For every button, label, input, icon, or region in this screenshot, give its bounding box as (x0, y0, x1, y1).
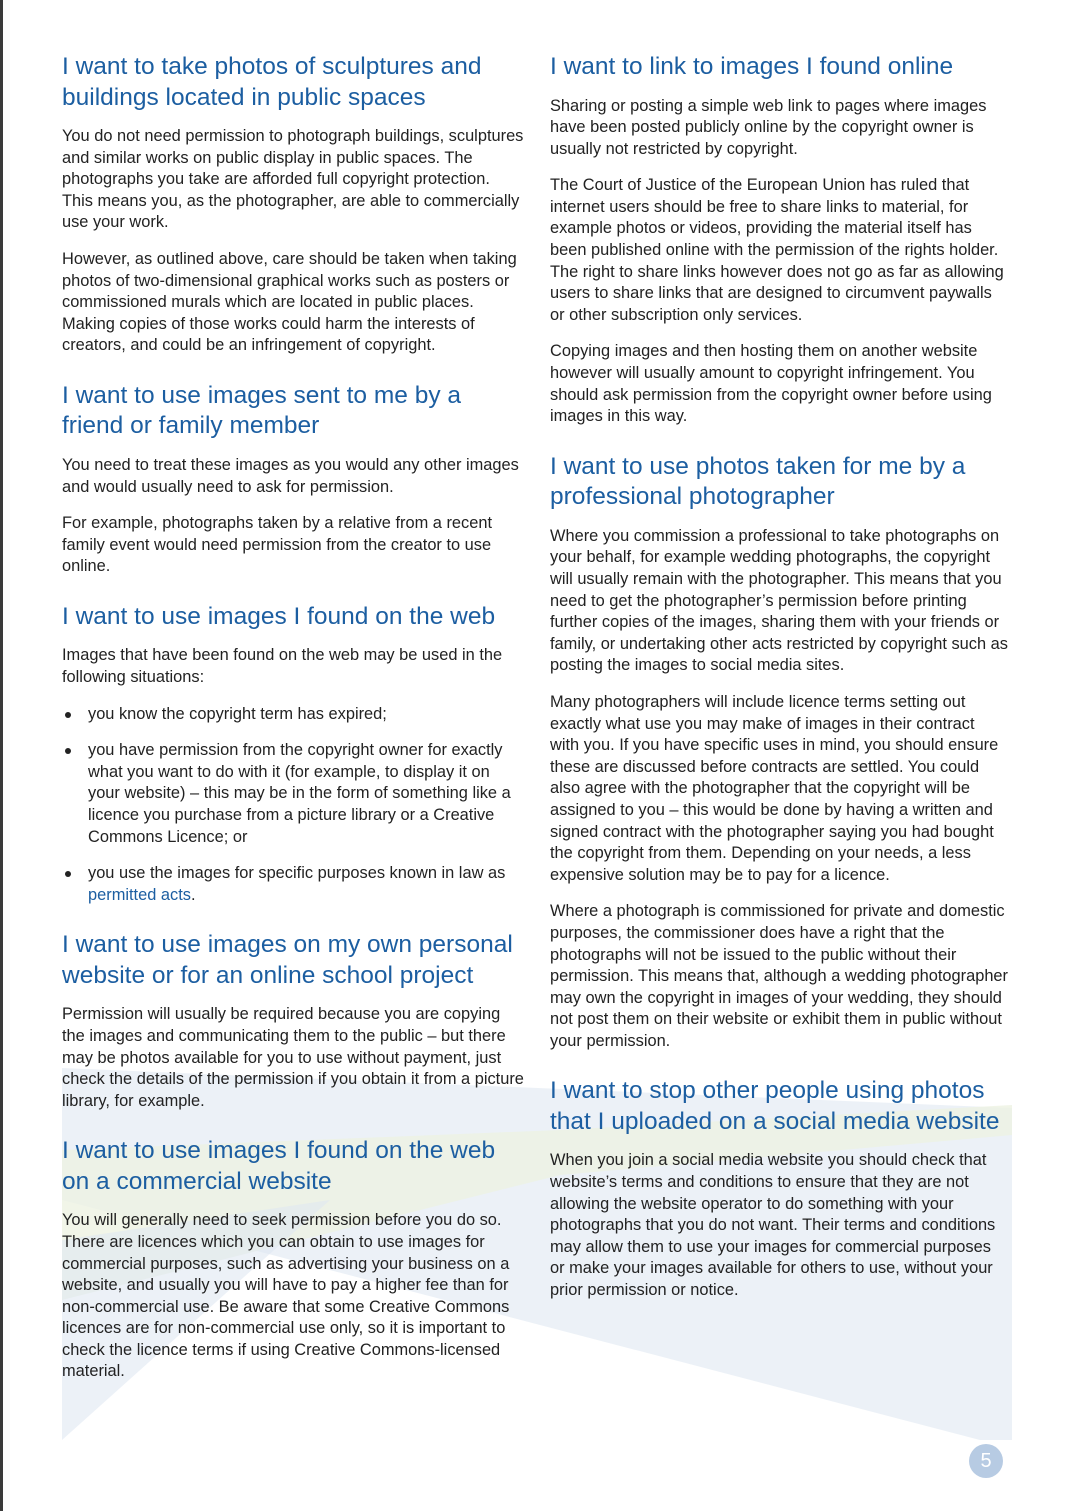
section-heading: I want to use images I found on the web (62, 602, 496, 630)
paragraph: Permission will usually be required because you are copying the images and communicating them to the public – but there may be photos available for you to use without payment, just check the details of the permission if you obtain it from a picture library, for example. (62, 1005, 524, 1110)
permitted-acts-link[interactable]: permitted acts (88, 885, 191, 904)
section-personal-website (62, 930, 524, 1112)
section-public-spaces (62, 52, 524, 357)
paragraph: When you join a social media website you should check that website’s terms and conditions to ensure that they are not allowing the website operator to do something with your photographs that you do not want. Their terms and conditions may allow them to use your images for commercial purposes or make your images available for others to use, without your prior permission or notice. (550, 1151, 996, 1300)
paragraph: Many photographers will include licence terms setting out exactly what use you may make of images in their contract with you. If you have specific uses in mind, you should ensure these are discussed before contracts are settled. You could also agree with the photographer that the copyright will be assigned to you – this would be done by having a written and signed contract with the photographer saying you had bought the copyright from them. Depending on your needs, a less expensive solution may be to pay for a licence. (550, 692, 999, 884)
section-professional-photographer (550, 452, 1008, 1053)
section-heading: I want to take photos of sculptures and buildings located in public spaces (62, 53, 482, 111)
right-column (550, 52, 1008, 1326)
section-social-media (550, 1076, 1008, 1301)
section-heading: I want to stop other people using photos that I uploaded on a social media website (550, 1077, 1000, 1135)
list-item-end: . (190, 885, 196, 904)
paragraph: Sharing or posting a simple web link to pages where images have been posted publicly online by the copyright owner is usually not restricted by copyright. (550, 96, 987, 158)
paragraph: For example, photographs taken by a relative from a recent family event would need permission from the creator to use online. (62, 514, 493, 576)
paragraph: You do not need permission to photograph buildings, sculptures and similar works on public display in public spaces. The photographs you take are afforded full copyright protection. This means you, as the photographer, are able to commercially use your work. (62, 127, 524, 232)
section-heading: I want to use images sent to me by a friend or family member (62, 381, 462, 440)
section-heading: I want to use images on my own personal website or for an online school project (62, 931, 513, 989)
section-heading: I want to link to images I found online (550, 53, 954, 80)
page-number-badge: 5 (969, 1444, 1003, 1478)
paragraph: Where you commission a professional to take photographs on your behalf, for example wedding photographs, the copyright will usually remain with the photographer. This means that you need to get the photographer’s permission before printing further copies of the images, sharing them with your friends or family, or undertaking other acts restricted by copyright such as posting the images to social media sites. (550, 526, 1008, 675)
paragraph: Where a photograph is commissioned for private and domestic purposes, the commissioner does have a right that the photographs will not be issued to the public without their permission. This means that, although a wedding photographer may own the copyright in images of your wedding, they should not post them on their website or exhibit them in public without your permission. (550, 902, 1009, 1050)
paragraph: Copying images and then hosting them on another website however will usually amount to copyright infringement. You should ask permission from the copyright owner before using images in this way. (550, 342, 992, 426)
section-found-on-web (62, 602, 524, 906)
section-link-images (550, 52, 1008, 428)
paragraph: The Court of Justice of the European Union has ruled that internet users should be free to share links to material, for example photos or videos, providing the material itself has been published online with the permission of the rights holder. The right to share links however does not go as far as allowing users to share links that are designed to circumvent paywalls or other subscription only services. (550, 176, 1004, 324)
section-heading: I want to use images I found on the web on a commercial website (62, 1137, 496, 1195)
list-item: you have permission from the copyright owner for exactly what you want to do with it (for example, to display it on your website) – this may be in the form of something like a licence you purchase from a picture library or a Creative Commons Licence; or (62, 740, 524, 848)
paragraph: However, as outlined above, care should be taken when taking photos of two-dimensional graphical works such as posters or commissioned murals which are located in public places. Making copies of those works could harm the interests of creators, and could be an infringement of copyright. (62, 249, 517, 355)
paragraph: Images that have been found on the web may be used in the following situations: (62, 646, 503, 686)
paragraph: You need to treat these images as you would any other images and would usually need to ask for permission. (62, 455, 519, 496)
left-column (62, 52, 524, 1407)
list-item-text: you use the images for specific purposes known in law as (88, 864, 506, 883)
section-friend-family (62, 381, 524, 578)
paragraph: You will generally need to seek permission before you do so. There are licences which you can obtain to use images for commercial purposes, such as advertising your business on a website, and usually you will have to pay a higher fee than for non-commercial use. Be aware that some Creative Commons licences are for non-commercial use only, so it is important to check the licence terms if using Creative Commons-licensed material. (62, 1211, 510, 1381)
list-item: you know the copyright term has expired; (62, 704, 524, 726)
list-item (62, 863, 524, 906)
section-heading: I want to use photos taken for me by a professional photographer (550, 452, 966, 511)
bullet-list (62, 704, 524, 907)
section-commercial-website (62, 1136, 524, 1383)
